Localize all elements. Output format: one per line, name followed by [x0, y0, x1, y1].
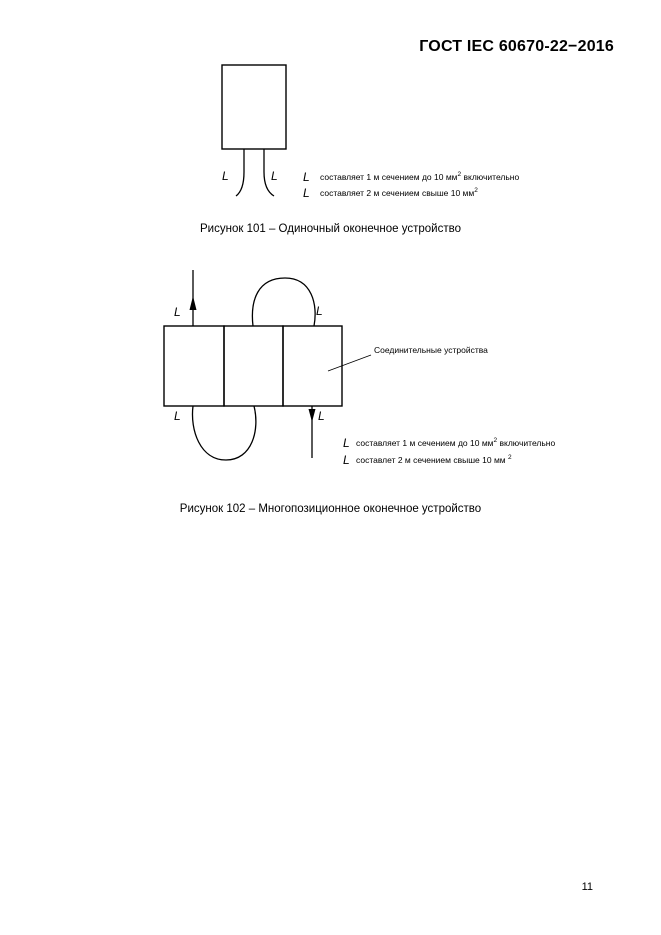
page-number: 11 [581, 881, 593, 893]
note-3-text: составляет 1 м сечением до 10 $мм^2$ включительно [356, 437, 556, 448]
lead-wire-left [236, 149, 244, 196]
bottom-loop-wire [192, 406, 255, 460]
figure-102-drawing [164, 270, 555, 467]
note-1-text: составляет 1 м сечением до 10 $мм^2$ включительно [320, 171, 520, 182]
figure-102-caption: Рисунок 102 – Многопозиционное оконечное устройство [179, 503, 482, 515]
label-top-right: L [316, 304, 323, 318]
note-1-symbol: L [303, 170, 310, 184]
arrow-up-icon [190, 296, 197, 310]
arrow-down-icon [309, 409, 316, 422]
note-2-text: составляет 2 м сечением свыше 10 $мм^2$ [320, 187, 478, 198]
document-header: ГОСТ IEC 60670-22−2016 [419, 38, 614, 55]
terminal-box-1 [164, 326, 224, 406]
label-bottom-left: L [174, 409, 181, 423]
note-3-symbol: L [343, 436, 350, 450]
callout-leader [328, 355, 371, 371]
label-top-left: L [174, 305, 181, 319]
note-4-text: составлет 2 м сечением свыше 10 мм $^2$ [356, 454, 512, 465]
lead-label-right: L [271, 169, 278, 183]
terminal-box-3 [283, 326, 342, 406]
note-4-symbol: L [343, 453, 350, 467]
single-terminal-box [222, 65, 286, 149]
lead-label-left: L [222, 169, 229, 183]
callout-text: Соединительные устройства [374, 345, 488, 355]
label-bottom-right: L [318, 409, 325, 423]
note-2-symbol: L [303, 186, 310, 200]
terminal-box-2 [224, 326, 283, 406]
figure-101-caption: Рисунок 101 – Одиночный оконечное устройство [200, 223, 461, 235]
figure-101-drawing [222, 65, 519, 200]
top-loop-wire [252, 278, 315, 326]
